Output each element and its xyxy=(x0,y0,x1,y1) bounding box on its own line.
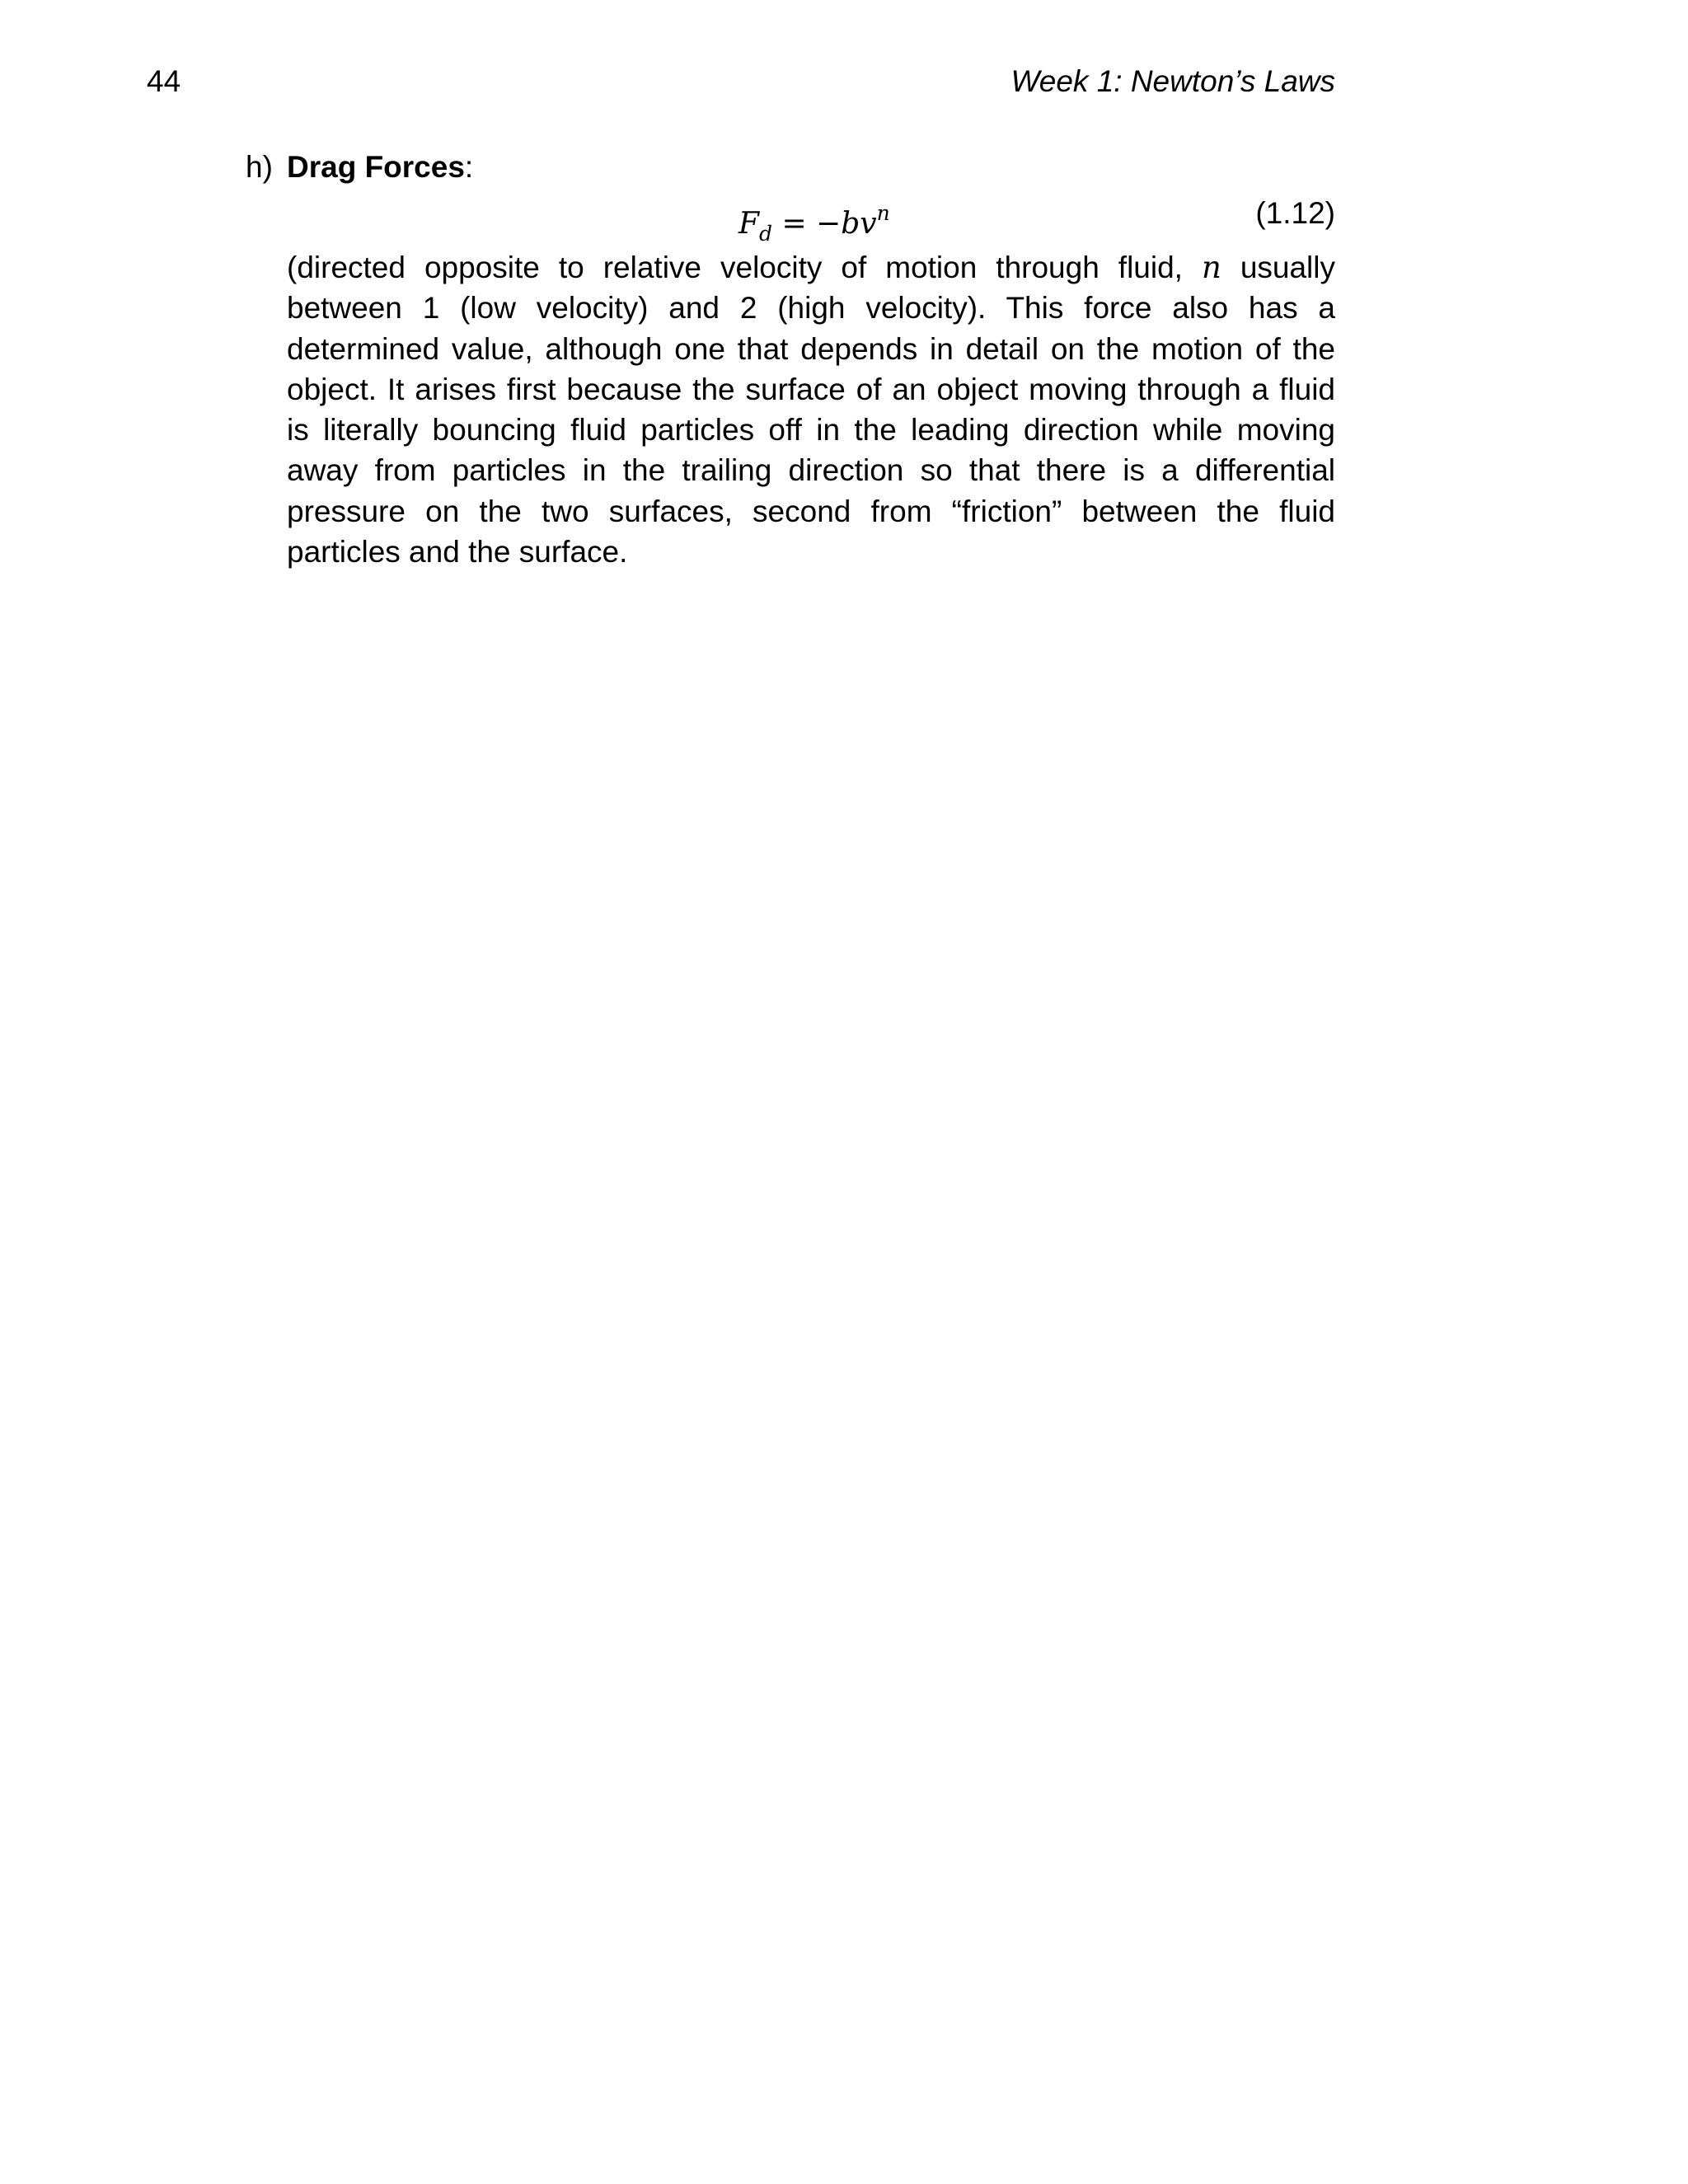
equation-lhs-sub: d xyxy=(758,222,772,246)
equation-equals: = − xyxy=(772,207,842,241)
page-number: 44 xyxy=(147,64,181,98)
item-title-colon: : xyxy=(464,150,474,184)
running-head xyxy=(147,61,1335,102)
paragraph-text-start: (directed opposite to relative velocity of motion through fluid, xyxy=(287,251,1202,284)
equation xyxy=(246,190,1335,246)
equation-lhs-var: F xyxy=(738,207,759,241)
equation-number: (1.12) xyxy=(1255,196,1335,230)
item-title xyxy=(287,147,473,188)
body-paragraph xyxy=(287,247,1335,572)
equation-rhs-var: bv xyxy=(841,207,877,241)
running-title: Week 1: Newton’s Laws xyxy=(1010,64,1335,98)
item-title-text: Drag Forces xyxy=(287,150,465,184)
equation-body xyxy=(738,193,890,255)
item-marker: h) xyxy=(246,150,273,184)
inline-math-n: n xyxy=(1201,250,1221,285)
equation-rhs-sup: n xyxy=(876,201,890,225)
item-heading xyxy=(246,147,1335,188)
list-item-drag-forces xyxy=(246,147,1335,572)
paragraph-text-rest: usually between 1 (low velocity) and 2 (high velocity). This force also has a determined value, although one that depends in detail on the motion of the object. It arises first because the surface of an object moving through a fluid is literally bouncing fluid particles off in the leading direction while moving away from particles in the trailing direction so that there is a differential pressure on the two surfaces, second from “friction” between the fluid particles and the surface. xyxy=(287,251,1335,569)
